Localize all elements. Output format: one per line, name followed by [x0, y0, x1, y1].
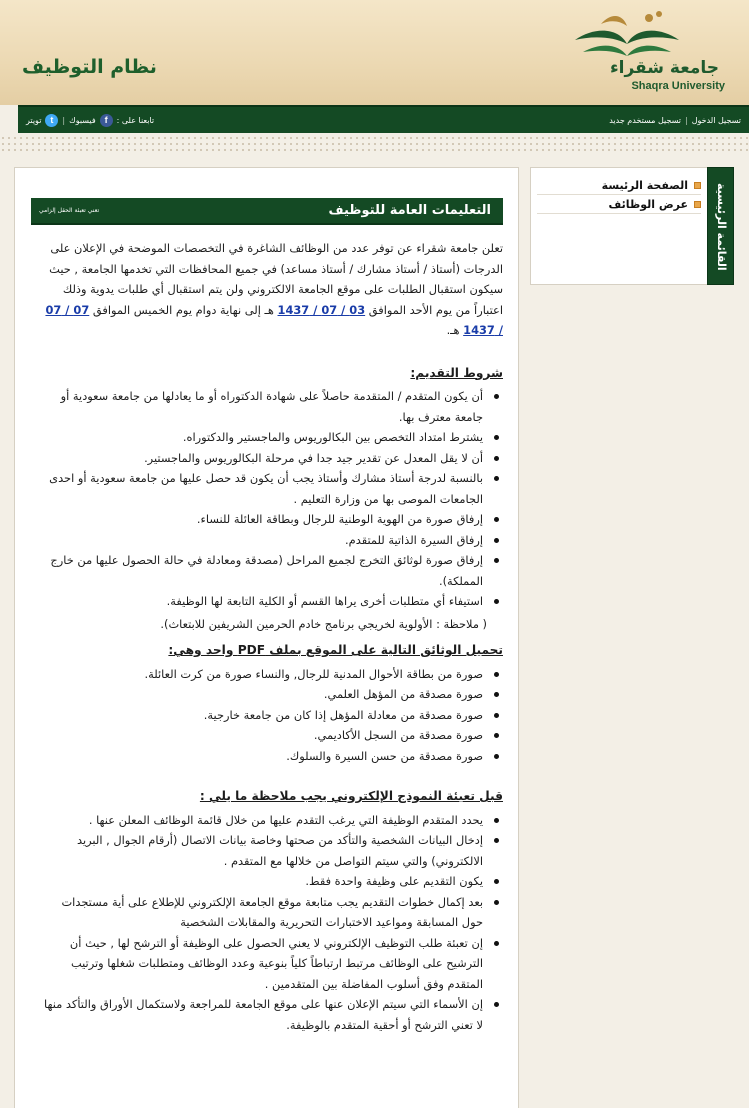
list-item: إن تعبئة طلب التوظيف الإلكتروني لا يعني الحصول على الوظيفة أو الترشح لها , حيث أن الترشيح على الوظائف مرتبط ارتباطاً كلياً بنوعية وعدد الوظائف ومتطلبات شغلها وترتيب المتقدم وفق أسلوب المفاضلة بين المتقدمين . [41, 933, 503, 995]
documents-list [41, 664, 503, 767]
facebook-link[interactable]: فيسبوك [69, 115, 96, 125]
main-content-panel [14, 167, 519, 1108]
menu-item-label: عرض الوظائف [608, 197, 688, 211]
main-menu-panel [530, 167, 707, 285]
instructions-title-bar [31, 198, 503, 225]
nav-separator: | [685, 115, 688, 125]
start-date: 03 / 07 / 1437 [277, 302, 366, 317]
list-item: يشترط امتداد التخصص بين البكالوريوس والماجستير والدكتوراه. [41, 427, 503, 448]
list-item: أن لا يقل المعدل عن تقدير جيد جدا في مرحلة البكالوريوس والماجستير. [41, 448, 503, 469]
list-item: صورة من بطاقة الأحوال المدنية للرجال, والنساء صورة من كرت العائلة. [41, 664, 503, 685]
list-item: إن الأسماء التي سيتم الإعلان عنها على موقع الجامعة للمراجعة ولاستكمال الأوراق والتأكد منها لا تعني الترشح أو أحقية المتقدم بالوظيفة. [41, 994, 503, 1035]
menu-bullet-icon [694, 201, 701, 208]
facebook-icon[interactable]: f [100, 114, 113, 127]
site-header [0, 0, 749, 105]
system-title: نظام التوظيف [22, 56, 157, 78]
main-menu-list [531, 176, 707, 214]
before-form-list [41, 810, 503, 1036]
logo-arabic-name: جامعة شقراء [609, 58, 719, 78]
list-item: بالنسبة لدرجة أستاذ مشارك وأستاذ يجب أن يكون قد حصل عليها من جامعة سعودية أو احدى الجامعات الموصى بها من وزارة التعليم . [41, 468, 503, 509]
account-links [609, 116, 741, 125]
list-item: إدخال البيانات الشخصية والتأكد من صحتها وخاصة بيانات الاتصال (أرقام الجوال , البريد الالكتروني) والتي سيتم التواصل من خلالها مع المتقدم . [41, 830, 503, 871]
intro-text: هـ إلى نهاية دوام يوم الخميس الموافق [92, 302, 274, 317]
top-nav-bar [18, 105, 749, 133]
list-item: صورة مصدقة من معادلة المؤهل إذا كان من جامعة خارجية. [41, 705, 503, 726]
intro-paragraph [41, 238, 503, 341]
list-item: يحدد المتقدم الوظيفة التي يرغب التقدم عليها من خلال قائمة الوظائف المعلن عنها . [41, 810, 503, 831]
login-link[interactable]: تسجيل الدخول [691, 115, 741, 125]
follow-label: تابعنا على : [116, 115, 155, 125]
list-item: إرفاق السيرة الذاتية للمتقدم. [41, 530, 503, 551]
menu-item-label: الصفحة الرئيسة [601, 178, 688, 192]
upload-heading: تحميل الوثائق التالية على الموقع بملف PDF واحد وهي: [168, 643, 503, 657]
social-links [26, 114, 154, 127]
list-item: صورة مصدقة من السجل الأكاديمي. [41, 725, 503, 746]
logo-english-name: Shaqra University [631, 80, 725, 92]
list-item: إرفاق صورة لوثائق التخرج لجميع المراحل (مصدقة ومعادلة في حالة الحصول عليها من خارج المملكة). [41, 550, 503, 591]
priority-note: ( ملاحظة : الأولوية لخريجي برنامج خادم الحرمين الشريفين للابتعاث). [160, 616, 487, 631]
before-form-heading: قبل تعبئة النموذج الإلكتروني يجب ملاحظة ما يلي : [199, 789, 503, 803]
conditions-heading: شروط التقديم: [410, 365, 503, 380]
main-menu-label: القائمة الرئيسية [715, 183, 728, 271]
conditions-list [41, 386, 503, 612]
menu-bullet-icon [694, 182, 701, 189]
list-item: استيفاء أي متطلبات أخرى يراها القسم أو الكلية التابعة لها الوظيفة. [41, 591, 503, 612]
decorative-dotted-strip [0, 135, 749, 155]
list-item: بعد إكمال خطوات التقديم يجب متابعة موقع الجامعة الإلكتروني للإطلاع على أية مستجدات حول المسابقة ومواعيد الاختبارات التحريرية والمقابلات الشخصية [41, 892, 503, 933]
list-item: صورة مصدقة من حسن السيرة والسلوك. [41, 746, 503, 767]
list-item: أن يكون المتقدم / المتقدمة حاصلاً على شهادة الدكتوراه أو ما يعادلها من جامعة سعودية أو جامعة معترف بها. [41, 386, 503, 427]
required-field-note: تعني تعبئة الحقل إلزامي [39, 207, 100, 214]
end-date: 07 / 07 / 1437 [45, 302, 503, 337]
instructions-body [41, 238, 503, 1035]
register-link[interactable]: تسجيل مستخدم جديد [609, 115, 681, 125]
page-title: التعليمات العامة للتوظيف [328, 203, 491, 218]
list-item: إرفاق صورة من الهوية الوطنية للرجال وبطاقة العائلة للنساء. [41, 509, 503, 530]
main-menu-tab [707, 167, 734, 285]
list-item: صورة مصدقة من المؤهل العلمي. [41, 684, 503, 705]
menu-item-home[interactable] [537, 176, 701, 195]
twitter-icon[interactable]: t [45, 114, 58, 127]
intro-text: هـ. [446, 323, 460, 337]
intro-text: تعلن جامعة شقراء عن توفر عدد من الوظائف الشاغرة في التخصصات الموضحة في الإعلان على الدرجات (أستاذ / أستاذ مشارك / أستاذ مساعد) في جميع المحافظات التي تخدمها الجامعة , حيث سيكون استقبال الطلبات على موقع الجامعة الالكتروني ولن يتم استقبال أي طلبات يدوية وذلك اعتباراً من يوم الأحد الموافق [49, 241, 503, 317]
social-separator: | [62, 115, 66, 125]
twitter-link[interactable]: تويتر [26, 115, 42, 125]
menu-item-view-jobs[interactable] [537, 195, 701, 214]
list-item: يكون التقديم على وظيفة واحدة فقط. [41, 871, 503, 892]
